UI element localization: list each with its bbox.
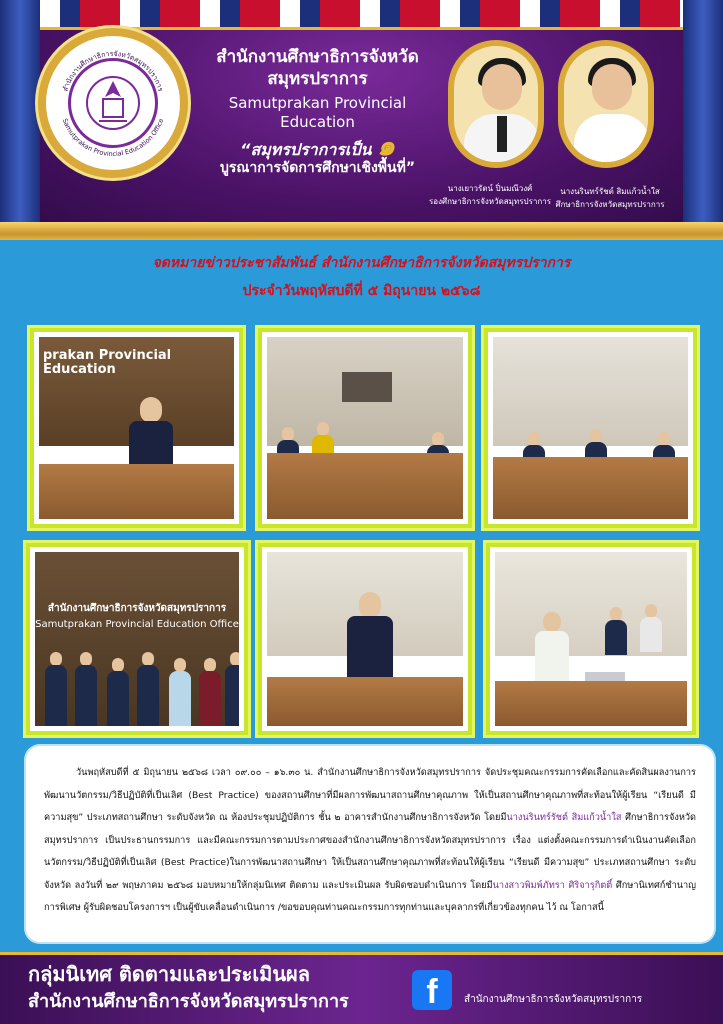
deputy-caption [420, 182, 560, 208]
article-text-2: ศึกษาธิการจังหวัดสมุทรปราการ เป็นประธานกรรมการ และมีคณะกรรมการตามประกาศของสำนักงานศึกษาธิการจังหวัดสมุทรปราการ เรื่อง แต่งตั้งคณะกรรมการดำเนินงานคัดเลือกนวัตกรรม/วิธีปฏิบัติที่เป็นเลิศ (Best Practice)ในการพัฒนาสถานศึกษา ให้เป็นสถานศึกษาคุณภาพที่สะท้อนให้ผู้เรียน “เรียนดี มีความสุข” ประเภทสถานศึกษา ระดับจังหวัด ลงวันที่ ๒๙ พฤษภาคม ๒๕๖๘ มอบหมายให้กลุ่มนิเทศ ติดตาม และประเมินผล รับผิดชอบดำเนินการ โดยมี [44, 812, 697, 891]
newsletter-title: จดหมายข่าวประชาสัมพันธ์ สำนักงานศึกษาธิการจังหวัดสมุทรปราการ [152, 255, 571, 271]
article-text-1: วันพฤหัสบดีที่ ๕ มิถุนายน ๒๕๖๘ เวลา ๐๙.๐๐ – ๑๖.๓๐ น. สำนักงานศึกษาธิการจังหวัดสมุทรปราการ จัดประชุมคณะกรรมการคัดเลือกและคัดสินผลงานการพัฒนานวัตกรรม/วิธีปฏิบัติที่เป็นเลิศ (Best Practice) ของสถานศึกษาที่มีผลการพัฒนาสถานศึกษาคุณภาพ ให้เป็นสถานศึกษาคุณภาพที่สะท้อนให้ผู้เรียน “เรียนดี มีความสุข” ประเภทสถานศึกษา ระดับจังหวัด ณ ห้องประชุมปฏิบัติการ ชั้น ๒ อาคารสำนักงานศึกษาธิการจังหวัด โดยมี [44, 767, 696, 823]
slogan [190, 129, 445, 162]
photo-1 [30, 328, 243, 528]
photo-6 [486, 543, 696, 735]
portrait-director [558, 40, 654, 168]
gold-divider [0, 222, 723, 240]
slogan-text: “สมุทรปราการเป็น [240, 140, 372, 159]
slogan-line2: บูรณาการจัดการศึกษาเชิงพื้นที่” [219, 160, 416, 176]
org-seal-logo [38, 28, 188, 178]
emblem [68, 58, 158, 148]
facebook-icon[interactable]: f [412, 970, 452, 1010]
ministry-emblem-icon [83, 73, 143, 133]
photo-5 [258, 543, 472, 735]
chairperson-name: นางนรินทร์รัชต์ สิมแก้วน้ำใส [506, 812, 622, 823]
director-title: ศึกษาธิการจังหวัดสมุทรปราการ [555, 200, 665, 209]
article-paragraph [44, 762, 696, 920]
article-body [26, 746, 714, 942]
slogan-number: ๑ [377, 129, 395, 162]
photo-3 [484, 328, 697, 528]
footer-org-name: สำนักงานศึกษาธิการจังหวัดสมุทรปราการ [28, 991, 349, 1012]
org-name-en: Samutprakan Provincial [228, 94, 407, 112]
org-name-en-line2: Education [280, 113, 355, 131]
curtain-right [683, 0, 723, 240]
facebook-page-label[interactable]: สำนักงานศึกษาธิการจังหวัดสมุทรปราการ [464, 994, 643, 1005]
portrait-deputy [448, 40, 544, 168]
deputy-name: นางเยาวรัตน์ ปิ่นมณีวงศ์ [447, 184, 533, 193]
photo-4-banner-en: Samutprakan Provincial Education Office [35, 619, 239, 630]
supervisor-name: นางสาวพิมพ์ภัทรา ศิริจารุกิตติ์ [492, 879, 613, 891]
article-text-3: ศึกษานิเทศก์ชำนาญการพิเศษ ผู้รับผิดชอบโครงการฯ เป็นผู้ขับเคลื่อนดำเนินการ /ขอขอบคุณท่านคณะกรรมการทุกท่านและบุคลากรที่เกี่ยวข้องทุกคน ไว้ ณ โอกาสนี้ [44, 879, 697, 913]
photo-4 [26, 543, 248, 735]
org-title-block [190, 46, 445, 177]
org-name-th-line2: สมุทรปราการ [267, 69, 368, 89]
newsletter-date: ประจำวันพฤหัสบดีที่ ๕ มิถุนายน ๒๕๖๘ [242, 283, 481, 299]
photo-2 [258, 328, 472, 528]
photo-1-banner: prakan Provincial Education [43, 348, 172, 377]
curtain-valance [0, 0, 723, 30]
director-caption [540, 185, 680, 211]
newsletter-heading [0, 252, 723, 302]
curtain-left [0, 0, 40, 240]
svg-text:สำนักงานศึกษาธิการจังหวัดสมุทร: สำนักงานศึกษาธิการจังหวัดสมุทรปราการ [61, 49, 165, 93]
footer-unit-name: กลุ่มนิเทศ ติดตามและประเมินผล [28, 962, 311, 986]
director-name: นางนรินทร์รัชต์ สิมแก้วน้ำใส [560, 187, 660, 196]
org-name-th: สำนักงานศึกษาธิการจังหวัด [216, 47, 419, 67]
header-banner [0, 0, 723, 240]
deputy-title: รองศึกษาธิการจังหวัดสมุทรปราการ [429, 197, 551, 206]
svg-text:Samutprakan Provincial Educati: Samutprakan Provincial Education Office [60, 117, 166, 159]
photo-4-banner-th: สำนักงานศึกษาธิการจังหวัดสมุทรปราการ [47, 603, 227, 614]
